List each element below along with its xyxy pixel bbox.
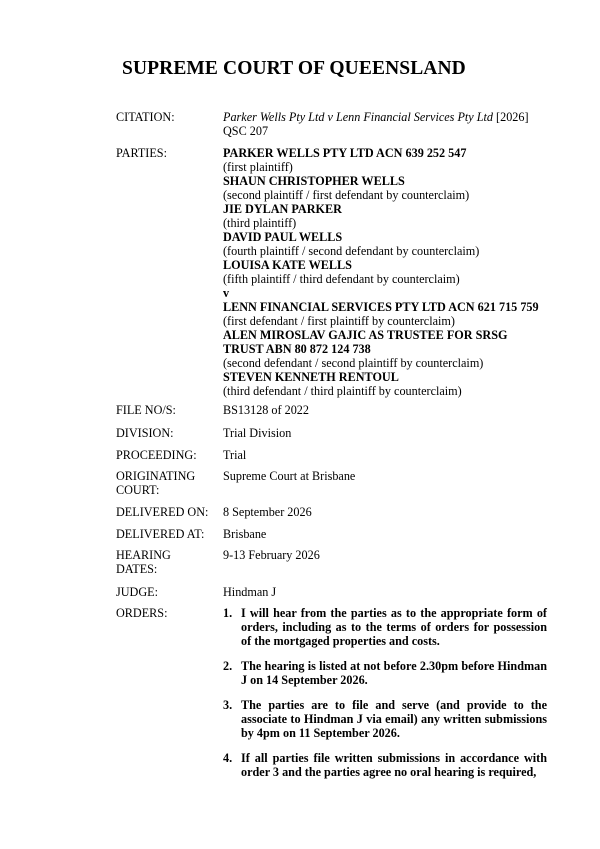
- order-item: [223, 606, 547, 648]
- order-text: The hearing is listed at not before 2.30pm before Hindman J on 14 September 2026.: [241, 659, 547, 687]
- hearing-dates-label: HEARING DATES:: [116, 548, 171, 576]
- parties-label: PARTIES:: [116, 146, 167, 160]
- party-name: DAVID PAUL WELLS: [223, 230, 343, 244]
- party-role: (first plaintiff): [223, 160, 293, 174]
- division-value: Trial Division: [223, 426, 292, 440]
- delivered-on-label: DELIVERED ON:: [116, 505, 209, 519]
- order-item: [223, 751, 547, 779]
- order-item: [223, 698, 547, 740]
- order-text: The parties are to file and serve (and provide to the associate to Hindman J via email) any written submissions by 4pm on 11 September 2026.: [241, 698, 547, 740]
- order-number: 4.: [223, 751, 233, 765]
- party-name: JIE DYLAN PARKER: [223, 202, 342, 216]
- case-name: Parker Wells Pty Ltd v Lenn Financial Services Pty Ltd: [223, 110, 493, 124]
- orders-list: [223, 606, 547, 790]
- party-name: PARKER WELLS PTY LTD ACN 639 252 547: [223, 146, 467, 160]
- division-label: DIVISION:: [116, 426, 174, 440]
- hearing-dates-value: 9-13 February 2026: [223, 548, 320, 562]
- order-text: If all parties file written submissions in accordance with order 3 and the parties agree no oral hearing is required,: [241, 751, 547, 779]
- party-role: (first defendant / first plaintiff by counterclaim): [223, 314, 455, 328]
- citation-reference: QSC 207: [223, 124, 269, 138]
- delivered-at-label: DELIVERED AT:: [116, 527, 205, 541]
- party-name: SHAUN CHRISTOPHER WELLS: [223, 174, 405, 188]
- party-name: LENN FINANCIAL SERVICES PTY LTD ACN 621 715 759: [223, 300, 539, 314]
- party-role: (fourth plaintiff / second defendant by counterclaim): [223, 244, 480, 258]
- originating-court-value: Supreme Court at Brisbane: [223, 469, 356, 483]
- party-name: TRUST ABN 80 872 124 738: [223, 342, 371, 356]
- party-role: (third plaintiff): [223, 216, 297, 230]
- party-role: (fifth plaintiff / third defendant by counterclaim): [223, 272, 460, 286]
- order-text: I will hear from the parties as to the appropriate form of orders, including as to the terms of orders for possession of the mortgaged properties and costs.: [241, 606, 547, 648]
- party-role: (second plaintiff / first defendant by counterclaim): [223, 188, 470, 202]
- orders-label: ORDERS:: [116, 606, 168, 620]
- citation-label: CITATION:: [116, 110, 175, 124]
- order-number: 2.: [223, 659, 233, 673]
- order-number: 1.: [223, 606, 233, 620]
- parties-list: [223, 146, 553, 398]
- court-title: SUPREME COURT OF QUEENSLAND: [122, 58, 466, 79]
- party-role: (second defendant / second plaintiff by counterclaim): [223, 356, 484, 370]
- judge-label: JUDGE:: [116, 585, 158, 599]
- party-role: (third defendant / third plaintiff by counterclaim): [223, 384, 462, 398]
- delivered-on-value: 8 September 2026: [223, 505, 312, 519]
- judge-value: Hindman J: [223, 585, 277, 599]
- order-number: 3.: [223, 698, 233, 712]
- file-no-label: FILE NO/S:: [116, 403, 176, 417]
- citation-value: [223, 110, 553, 138]
- party-name: STEVEN KENNETH RENTOUL: [223, 370, 399, 384]
- proceeding-label: PROCEEDING:: [116, 448, 197, 462]
- file-no-value: BS13128 of 2022: [223, 403, 309, 417]
- order-item: [223, 659, 547, 687]
- delivered-at-value: Brisbane: [223, 527, 267, 541]
- party-name: LOUISA KATE WELLS: [223, 258, 352, 272]
- party-name: ALEN MIROSLAV GAJIC AS TRUSTEE FOR SRSG: [223, 328, 508, 342]
- originating-court-label: ORIGINATING COURT:: [116, 469, 196, 497]
- citation-year: [2026]: [496, 110, 529, 124]
- proceeding-value: Trial: [223, 448, 247, 462]
- party-name: v: [223, 286, 230, 300]
